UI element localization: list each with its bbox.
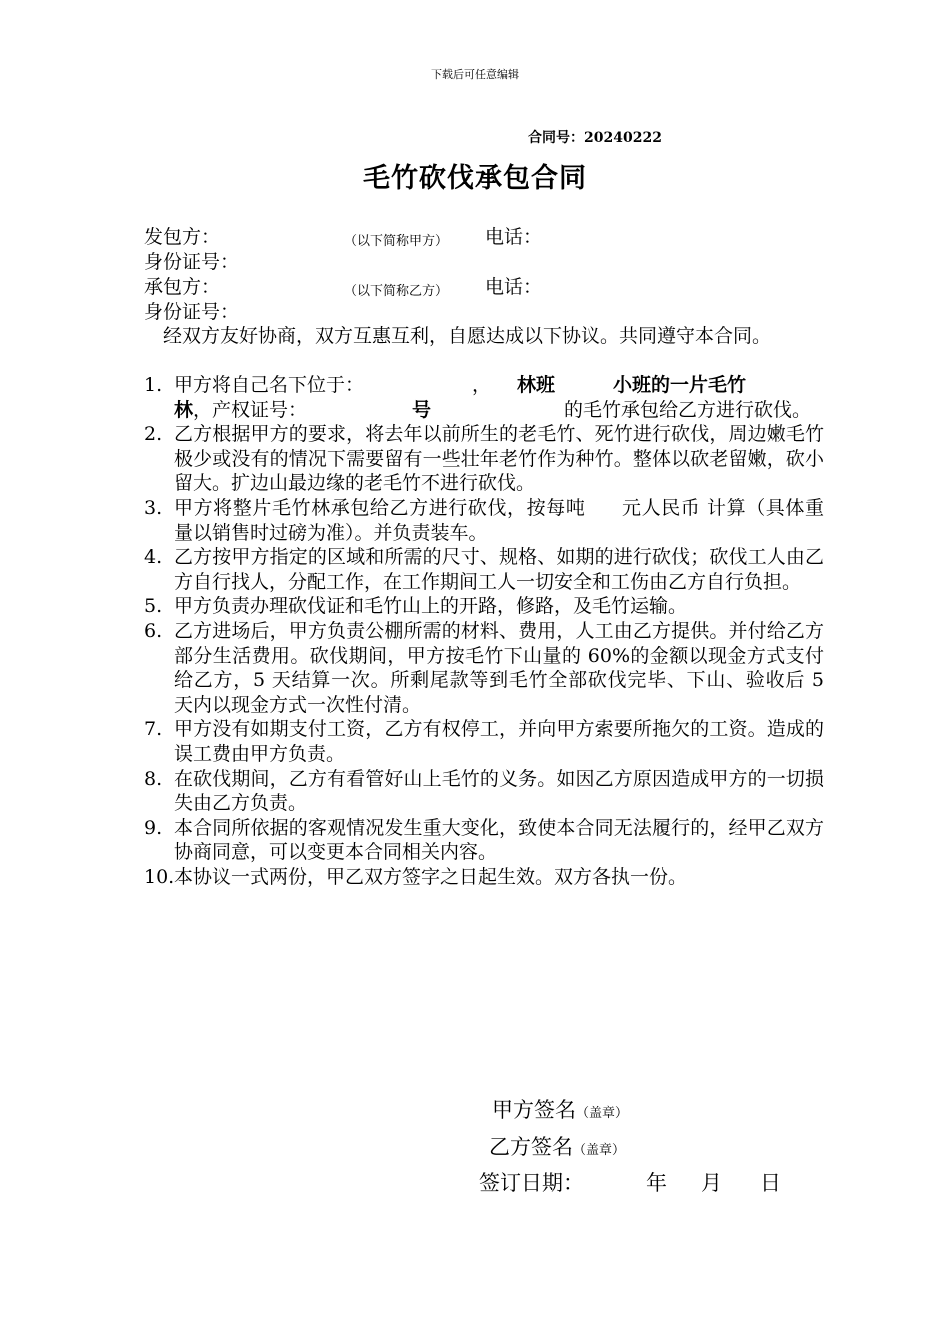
signing-date-label: 签订日期：: [479, 1171, 584, 1195]
clause-2: [144, 422, 824, 496]
clause-8-text: 在砍伐期间，乙方有看管好山上毛竹的义务。如因乙方原因造成甲方的一切损失由乙方负责。: [174, 767, 824, 815]
party-b-phone-label: 电话：: [485, 276, 543, 298]
party-a-id-label: 身份证号：: [144, 251, 240, 273]
document-title: 毛竹砍伐承包合同: [363, 163, 587, 194]
party-b-signature-label: 乙方签名: [489, 1135, 573, 1159]
clause-1-forest-class: 林班: [517, 374, 556, 396]
clause-9-text: 本合同所依据的客观情况发生重大变化，致使本合同无法履行的，经甲乙双方协商同意，可以变更本合同相关内容。: [174, 816, 824, 864]
clause-7: [144, 717, 824, 766]
date-year: 年: [646, 1171, 667, 1195]
clause-number: 7.: [144, 718, 163, 741]
clause-3-text-b: 元人民币 计算（具体重量以销售时过磅为准）。并负责装车。: [174, 496, 824, 544]
signing-date: [479, 1167, 781, 1197]
party-b-signature: [489, 1131, 625, 1161]
clause-5-text: 甲方负责办理砍伐证和毛竹山上的开路，修路，及毛竹运输。: [174, 595, 688, 618]
party-a-seal-note: （盖章）: [576, 1106, 629, 1121]
clause-4: [144, 545, 824, 594]
party-a-signature: [492, 1094, 628, 1124]
party-b-note: （以下简称乙方）: [344, 284, 449, 299]
clause-1-forest: 林: [174, 398, 194, 421]
clause-8: [144, 767, 824, 816]
date-month: 月: [701, 1171, 722, 1195]
clause-2-text: 乙方根据甲方的要求，将去年以前所生的老毛竹、死竹进行砍伐，周边嫩毛竹极少或没有的情况下需要留有一些壮年老竹作为种竹。整体以砍老留嫩，砍小留大。扩边山最边缘的老毛竹不进行砍伐。: [174, 423, 824, 495]
clause-7-text: 甲方没有如期支付工资，乙方有权停工，并向甲方索要所拖欠的工资。造成的误工费由甲方负责。: [174, 718, 824, 765]
clause-1-tail: 的毛竹承包给乙方进行砍伐。: [564, 398, 812, 421]
clause-1-comma: ，: [472, 374, 492, 396]
header-note: 下载后可任意编辑: [431, 68, 519, 81]
clause-number: 9.: [144, 816, 163, 839]
clause-1-cert-no-suffix: 号: [412, 398, 432, 421]
party-b-id-label: 身份证号：: [144, 301, 240, 323]
contract-number: 合同号：20240222: [528, 130, 662, 146]
clause-list: [144, 373, 824, 889]
date-day: 日: [760, 1171, 781, 1195]
clause-4-text: 乙方按甲方指定的区域和所需的尺寸、规格、如期的进行砍伐；砍伐工人由乙方自行找人，分配工作，在工作期间工人一切安全和工伤由乙方自行负担。: [174, 546, 824, 593]
clause-number: 6.: [144, 619, 163, 642]
clause-number: 5.: [144, 595, 163, 618]
clause-number: 3.: [144, 496, 163, 519]
clause-3-text-a: 甲方将整片毛竹林承包给乙方进行砍伐，按每吨: [174, 496, 586, 519]
party-b-label: 承包方：: [144, 276, 221, 298]
clause-1-cert-label: ，产权证号：: [193, 398, 308, 421]
party-a-note: （以下简称甲方）: [344, 234, 449, 249]
clause-1-location-label: 甲方将自己名下位于：: [174, 374, 365, 396]
clause-number: 10.: [144, 865, 175, 888]
clause-number: 4.: [144, 546, 163, 569]
clause-6: [144, 619, 824, 717]
party-a-signature-label: 甲方签名: [492, 1098, 576, 1122]
clause-number: 2.: [144, 423, 163, 446]
party-a-label: 发包方：: [144, 226, 221, 248]
clause-10-text: 本协议一式两份，甲乙双方签字之日起生效。双方各执一份。: [174, 865, 688, 888]
clause-10: [144, 865, 824, 890]
clause-1-subclass: 小班的一片毛竹: [613, 374, 747, 396]
clause-1: [144, 373, 824, 422]
party-a-phone-label: 电话：: [485, 226, 543, 248]
clause-number: 8.: [144, 767, 163, 790]
clause-number: 1.: [144, 374, 163, 396]
clause-3: [144, 496, 824, 545]
party-b-seal-note: （盖章）: [573, 1143, 626, 1158]
clause-6-text: 乙方进场后，甲方负责公棚所需的材料、费用，人工由乙方提供。并付给乙方部分生活费用。砍伐期间，甲方按毛竹下山量的 60%的金额以现金方式支付给乙方，5 天结算一次。所剩尾款等到毛竹全部砍伐完毕、下山、验收后 5 天内以现金方式一次性付清。: [174, 619, 824, 716]
clause-5: [144, 594, 824, 619]
intro-paragraph: 经双方友好协商，双方互惠互利，自愿达成以下协议。共同遵守本合同。: [163, 325, 772, 347]
clause-9: [144, 816, 824, 865]
